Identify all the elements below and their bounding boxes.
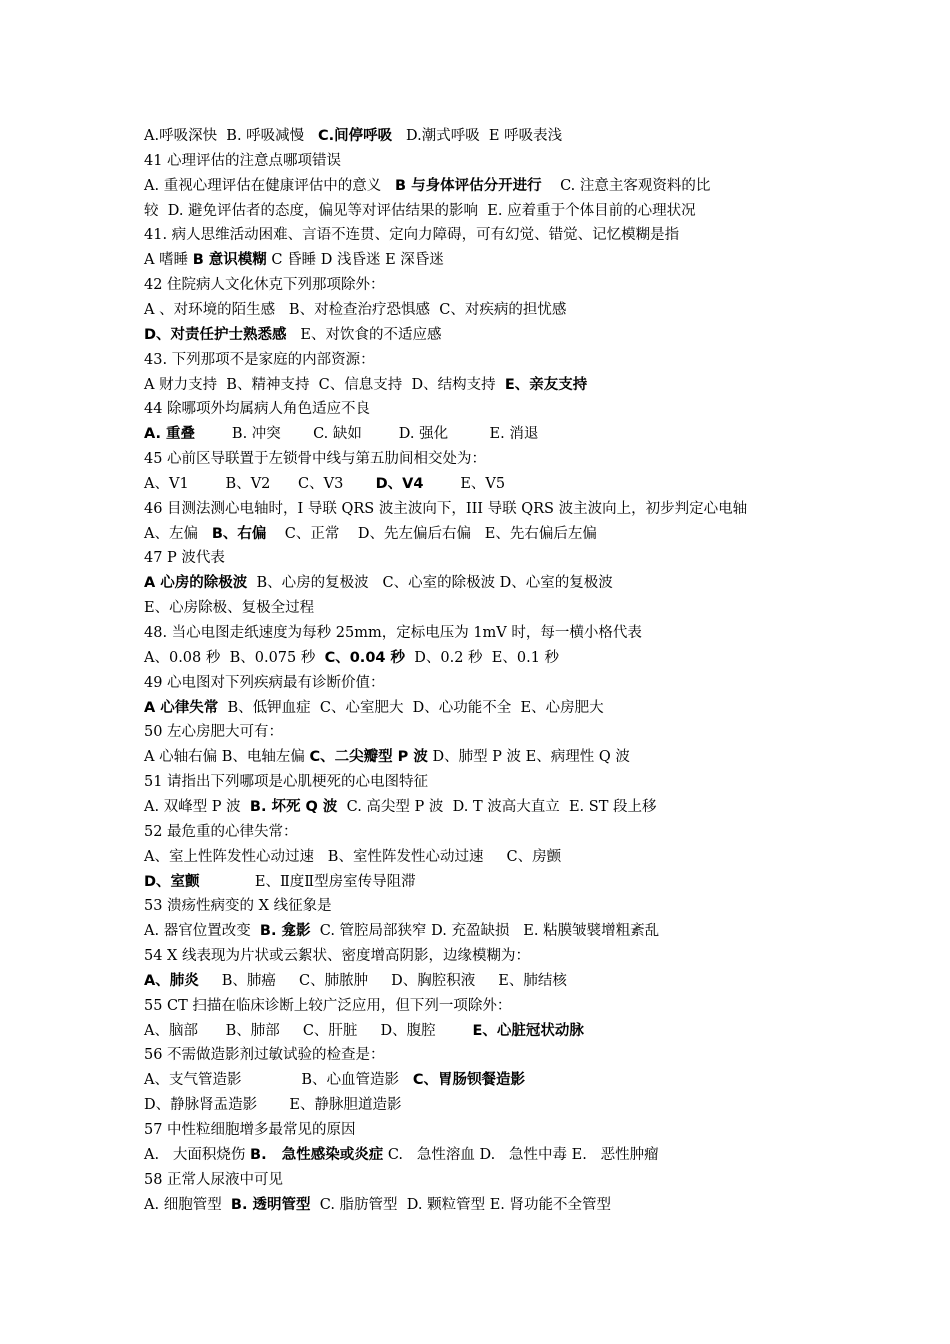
text-line xyxy=(144,151,341,171)
text-line xyxy=(144,201,696,221)
answer-text: E、心脏冠状动脉 xyxy=(472,1022,584,1039)
question-text: A 嗜睡 xyxy=(144,252,193,269)
question-text: C. 急性溶血 D. 急性中毒 E. 恶性肿瘤 xyxy=(383,1146,659,1163)
text-line xyxy=(144,1021,584,1041)
question-text: D、肺型 P 波 E、病理性 Q 波 xyxy=(427,749,630,766)
answer-text: D、对责任护士熟悉感 xyxy=(144,326,287,343)
text-line xyxy=(144,872,416,892)
question-text: C、正常 D、先左偏后右偏 E、先右偏后左偏 xyxy=(266,525,597,542)
question-text: 48. 当心电图走纸速度为每秒 25mm，定标电压为 1mV 时，每一横小格代表 xyxy=(144,625,642,641)
text-line xyxy=(144,375,587,395)
question-text: C. 注意主客观资料的比 xyxy=(541,177,711,194)
question-text: A、室上性阵发性心动过速 B、室性阵发性心动过速 C、房颤 xyxy=(144,848,562,865)
text-line xyxy=(144,971,567,991)
question-text: 58 正常人尿液中可见 xyxy=(144,1171,284,1188)
text-line xyxy=(144,1120,356,1140)
text-line xyxy=(144,648,559,668)
text-line xyxy=(144,1045,385,1065)
answer-text: E、亲友支持 xyxy=(504,376,588,393)
question-text: B、心房的复极波 C、心室的除极波 D、心室的复极波 xyxy=(247,575,613,592)
text-line xyxy=(144,399,370,419)
text-line xyxy=(144,1095,401,1115)
answer-text: B. 龛影 xyxy=(259,923,311,940)
question-text: E、对饮食的不适应感 xyxy=(286,326,442,343)
text-line xyxy=(144,896,332,916)
text-line xyxy=(144,275,385,295)
text-line xyxy=(144,1070,525,1090)
text-line xyxy=(144,548,225,568)
text-line xyxy=(144,474,505,494)
question-text: C. 高尖型 P 波 D. T 波高大直立 E. ST 段上移 xyxy=(337,798,657,815)
question-text: 44 除哪项外均属病人角色适应不良 xyxy=(144,401,371,418)
answer-text: C、胃肠钡餐造影 xyxy=(412,1072,526,1089)
question-text: A、0.08 秒 B、0.075 秒 xyxy=(144,649,325,666)
question-text: A、V1 B、V2 C、V3 xyxy=(144,475,376,492)
question-text: A 心轴右偏 B、电轴左偏 xyxy=(144,749,310,766)
question-text: A. 双峰型 P 波 xyxy=(144,798,250,815)
text-line xyxy=(144,573,613,593)
question-text: E、V5 xyxy=(423,475,506,492)
question-text: E、Ⅱ度Ⅱ型房室传导阻滞 xyxy=(199,873,416,890)
question-text: 47 P 波代表 xyxy=(144,550,225,567)
answer-text: C、二尖瓣型 P 波 xyxy=(309,749,428,766)
question-text: C 昏睡 D 浅昏迷 E 深昏迷 xyxy=(266,252,444,269)
question-text: A. 细胞管型 xyxy=(144,1196,231,1213)
question-text: 41 心理评估的注意点哪项错误 xyxy=(144,152,342,169)
question-text: A.呼吸深快 B. 呼吸减慢 xyxy=(144,128,318,144)
text-line xyxy=(144,225,679,245)
answer-text: C.间停呼吸 xyxy=(318,128,393,144)
text-line xyxy=(144,300,566,320)
text-line xyxy=(144,921,659,941)
text-line xyxy=(144,325,441,345)
question-text: 57 中性粒细胞增多最常见的原因 xyxy=(144,1122,356,1138)
question-text: D、静脉肾盂造影 E、静脉胆道造影 xyxy=(144,1097,402,1114)
question-text: 50 左心房肥大可有： xyxy=(144,724,284,741)
text-line xyxy=(144,598,314,618)
text-line xyxy=(144,698,604,718)
question-text: 56 不需做造影剂过敏试验的检查是： xyxy=(144,1047,385,1064)
text-line xyxy=(144,1170,283,1190)
question-text: C. 管腔局部狭窄 D. 充盈缺损 E. 粘膜皱襞增粗紊乱 xyxy=(310,923,660,940)
question-text: D、0.2 秒 E、0.1 秒 xyxy=(405,649,560,666)
text-line xyxy=(144,1195,611,1215)
question-text: A、支气管造影 B、心血管造影 xyxy=(144,1072,413,1089)
text-line xyxy=(144,797,656,817)
answer-text: A. 重叠 xyxy=(144,426,196,443)
answer-text: C、0.04 秒 xyxy=(324,649,406,666)
question-text: 41. 病人思维活动困难、言语不连贯、定向力障碍，可有幻觉、错觉、记忆模糊是指 xyxy=(144,227,680,244)
question-text: 43. 下列那项不是家庭的内部资源： xyxy=(144,351,375,368)
text-line xyxy=(144,424,538,444)
answer-text: B. 坏死 Q 波 xyxy=(249,798,338,815)
text-line xyxy=(144,499,747,519)
question-text: 54 X 线表现为片状或云絮状、密度增高阴影，边缘模糊为： xyxy=(144,948,530,965)
question-text: B、低钾血症 C、心室肥大 D、心功能不全 E、心房肥大 xyxy=(218,699,604,716)
question-text: E、心房除极、复极全过程 xyxy=(144,600,315,617)
text-line xyxy=(144,946,530,966)
question-text: 42 住院病人文化休克下列那项除外： xyxy=(144,277,385,294)
question-text: 52 最危重的心律失常： xyxy=(144,823,298,840)
text-line xyxy=(144,126,562,146)
text-line xyxy=(144,822,298,842)
text-line xyxy=(144,623,642,643)
answer-text: D、室颤 xyxy=(144,873,200,890)
question-text: 49 心电图对下列疾病最有诊断价值： xyxy=(144,674,385,691)
text-line xyxy=(144,673,385,693)
text-line xyxy=(144,350,375,370)
question-text: 51 请指出下列哪项是心肌梗死的心电图特征 xyxy=(144,774,429,791)
question-text: A、脑部 B、肺部 C、肝脏 D、腹腔 xyxy=(144,1022,473,1039)
question-text: 较 D. 避免评估者的态度，偏见等对评估结果的影响 E. 应着重于个体目前的心理状况 xyxy=(144,202,696,219)
answer-text: A、肺炎 xyxy=(144,972,199,989)
answer-text: D、V4 xyxy=(375,475,424,492)
question-text: A. 大面积烧伤 xyxy=(144,1146,251,1163)
text-line xyxy=(144,449,486,469)
text-line xyxy=(144,722,283,742)
answer-text: B. 急性感染或炎症 xyxy=(250,1146,384,1163)
text-line xyxy=(144,847,561,867)
answer-text: A 心律失常 xyxy=(144,699,219,716)
question-text: B、肺癌 C、肺脓肿 D、胸腔积液 E、肺结核 xyxy=(198,972,567,989)
text-line xyxy=(144,772,428,792)
question-text: 45 心前区导联置于左锁骨中线与第五肋间相交处为： xyxy=(144,451,487,468)
answer-text: B 与身体评估分开进行 xyxy=(395,177,542,194)
question-text: A、左偏 xyxy=(144,525,212,542)
question-text: A. 重视心理评估在健康评估中的意义 xyxy=(144,177,396,194)
answer-text: B、右偏 xyxy=(211,525,267,542)
question-text: 46 目测法测心电轴时，I 导联 QRS 波主波向下，III 导联 QRS 波主波向上，初步判定心电轴 xyxy=(144,500,748,517)
question-text: A. 器官位置改变 xyxy=(144,923,260,940)
text-line xyxy=(144,250,444,270)
text-line xyxy=(144,524,597,544)
text-line xyxy=(144,176,710,196)
question-text: 55 CT 扫描在临床诊断上较广泛应用，但下列一项除外： xyxy=(144,997,512,1014)
text-line xyxy=(144,1145,659,1165)
question-text: C. 脂肪管型 D. 颗粒管型 E. 肾功能不全管型 xyxy=(310,1196,612,1213)
answer-text: B 意识模糊 xyxy=(192,252,267,269)
text-line xyxy=(144,747,630,767)
answer-text: A 心房的除极波 xyxy=(144,575,248,592)
answer-text: B. 透明管型 xyxy=(230,1196,311,1213)
question-text: B. 冲突 C. 缺如 D. 强化 E. 消退 xyxy=(195,426,539,443)
question-text: D.潮式呼吸 E 呼吸表浅 xyxy=(392,128,563,144)
text-line xyxy=(144,996,511,1016)
question-text: A 财力支持 B、精神支持 C、信息支持 D、结构支持 xyxy=(144,376,505,393)
question-text: 53 溃疡性病变的 X 线征象是 xyxy=(144,898,332,915)
question-text: A 、对环境的陌生感 B、对检查治疗恐惧感 C、对疾病的担忧感 xyxy=(144,301,567,318)
